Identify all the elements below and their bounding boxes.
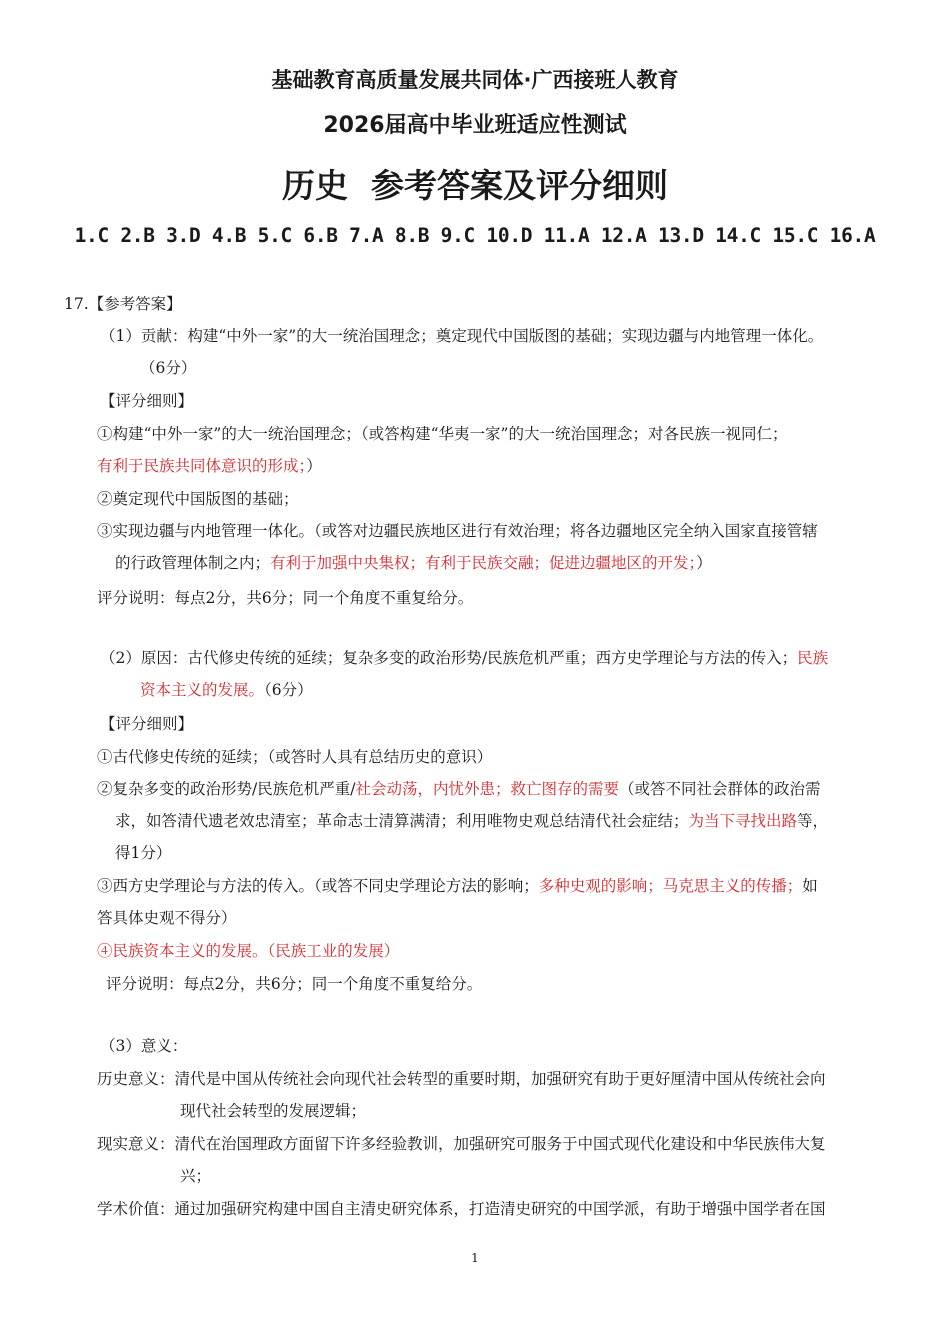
q17-p2-item2-text: ②复杂多变的政治形势/民族危机严重/ [97,780,356,798]
q17-p2-points: （6分） [264,681,313,699]
q17-p1-item1-line1: ①构建“中外一家”的大一统治国理念；（或答构建“华夷一家”的大一统治国理念；对各民族一视同仁； [97,425,788,443]
q17-p3-historical-label: 历史意义： [97,1070,175,1088]
q17-p3-academic-label: 学术价值： [97,1200,175,1218]
q17-p3-academic-line1 [97,1197,826,1221]
q17-p3-academic-text: 通过加强研究构建中国自主清史研究体系，打造清史研究的中国学派，有助于增强中国学者在国 [174,1200,826,1218]
page-title: 历史 参考答案及评分细则 [282,166,668,205]
q17-p1-item3-tail: ） [696,554,712,572]
q17-p2-item3-line2: 答具体史观不得分） [97,909,237,927]
q17-p3-practical-label: 现实意义： [97,1135,175,1153]
q17-heading: 17.【参考答案】 [64,295,182,313]
q17-p3-historical-text: 清代是中国从传统社会向现代社会转型的重要时期，加强研究有助于更好厘清中国从传统社会向 [174,1070,826,1088]
q17-p2-item3-tail: 如 [802,877,818,895]
q17-p1-item1-red: 有利于民族共同体意识的形成； [97,457,307,475]
q17-p1-item1-tail: ） [306,457,322,475]
q17-p1-item2: ②奠定现代中国版图的基础； [97,490,299,508]
q17-p2-answer-text: （2）原因：古代修史传统的延续；复杂多变的政治形势/民族危机严重；西方史学理论与方法的传入； [100,649,798,667]
q17-p1-rubric-title: 【评分细则】 [100,392,194,410]
multiple-choice-answers: 1.C 2.B 3.D 4.B 5.C 6.B 7.A 8.B 9.C 10.D 11.A 12.A 13.D 14.C 15.C 16.A [74,224,876,247]
q17-p2-item2-line3: 得1分） [115,844,172,862]
q17-p2-item3-text: ③西方史学理论与方法的传入。（或答不同史学理论方法的影响； [97,877,539,895]
q17-p1-scoring-note: 评分说明：每点2分，共6分；同一个角度不重复给分。 [97,589,474,607]
q17-p2-item2-red2: 为当下寻找出路 [688,812,798,830]
q17-p3-practical-text: 清代在治国理政方面留下许多经验教训，加强研究可服务于中国式现代化建设和中华民族伟大复 [174,1135,826,1153]
q17-p3-practical-line1 [97,1132,826,1156]
q17-p1-item3-red: 有利于加强中央集权；有利于民族交融；促进边疆地区的开发； [270,554,697,572]
q17-p3-historical-line2: 现代社会转型的发展逻辑； [180,1102,367,1120]
q17-p2-scoring-note: 评分说明：每点2分，共6分；同一个角度不重复给分。 [106,975,483,993]
q17-p1-item3-line2 [115,551,712,575]
q17-p1-answer-line2: （6分） [140,359,197,377]
q17-p2-rubric-title: 【评分细则】 [100,715,194,733]
q17-p2-answer-red: 民族 [797,649,829,667]
page-number: 1 [471,1251,479,1265]
q17-p3-heading: （3）意义： [100,1037,188,1055]
q17-p2-item1: ①古代修史传统的延续；（或答时人具有总结历史的意识） [97,748,493,766]
q17-p2-item2-line2 [115,809,828,833]
q17-p1-item1-line2 [97,454,322,478]
q17-p2-answer-line2 [140,678,313,702]
q17-p1-item3-text: 的行政管理体制之内； [115,554,271,572]
q17-p2-item3-red: 多种史观的影响；马克思主义的传播； [538,877,803,895]
q17-p1-item3-line1: ③实现边疆与内地管理一体化。（或答对边疆民族地区进行有效治理；将各边疆地区完全纳入国家直接管辖 [97,522,818,540]
q17-p1-answer-line1: （1）贡献：构建“中外一家”的大一统治国理念；奠定现代中国版图的基础；实现边疆与内地管理一体化。 [100,327,824,345]
q17-p2-item4: ④民族资本主义的发展。（民族工业的发展） [97,942,400,960]
q17-p3-practical-line2: 兴； [180,1167,212,1185]
q17-p2-item2-red: 社会动荡，内忧外患；救亡图存的需要 [355,780,619,798]
header-exam: 2026届高中毕业班适应性测试 [323,113,627,138]
q17-p3-historical-line1 [97,1067,826,1091]
q17-p2-item2-tail: （或答不同社会群体的政治需 [618,780,821,798]
q17-p2-item3-line1 [97,874,818,898]
q17-p2-item2-text2: 求，如答清代遗老效忠清室；革命志士清算满清；利用唯物史观总结清代社会症结； [115,812,689,830]
q17-p2-item2-line1 [97,777,820,801]
q17-p2-answer-red2: 资本主义的发展。 [140,681,265,699]
q17-p2-item2-tail2: 等， [797,812,829,830]
q17-p2-answer-line1 [100,646,828,670]
header-org: 基础教育高质量发展共同体·广西接班人教育 [271,68,679,92]
